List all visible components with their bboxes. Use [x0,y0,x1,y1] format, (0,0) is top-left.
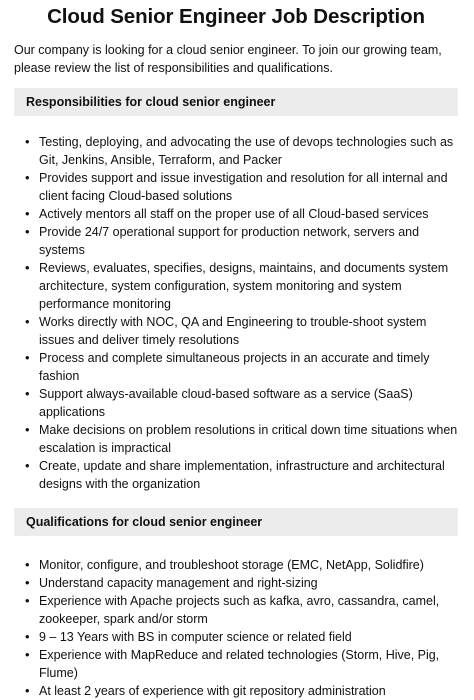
list-item: • Monitor, configure, and troubleshoot storage (EMC, NetApp, Solidfire) [39,556,458,574]
qualifications-heading: Qualifications for cloud senior engineer [14,508,458,536]
list-item: • 9 – 13 Years with BS in computer science or related field [39,628,458,646]
list-item: • Provide 24/7 operational support for production network, servers and systems [39,223,458,259]
list-item: • Provides support and issue investigation and resolution for all internal and client facing Cloud-based solutions [39,169,458,205]
list-item: • Reviews, evaluates, specifies, designs, maintains, and documents system architecture, system configuration, system monitoring and system performance monitoring [39,259,458,313]
list-item: • Understand capacity management and right-sizing [39,574,458,592]
list-item: • Testing, deploying, and advocating the use of devops technologies such as Git, Jenkins, Ansible, Terraform, and Packer [39,133,458,169]
list-item: • Experience with Apache projects such as kafka, avro, cassandra, camel, zookeeper, spark and/or storm [39,592,458,628]
page-title: Cloud Senior Engineer Job Description [47,5,425,28]
list-item: • Create, update and share implementation, infrastructure and architectural designs with the organization [39,457,458,493]
list-item: • Experience with MapReduce and related technologies (Storm, Hive, Pig, Flume) [39,646,458,682]
list-item: • Process and complete simultaneous projects in an accurate and timely fashion [39,349,458,385]
list-item: • At least 2 years of experience with git repository administration [39,682,458,700]
list-item: • Make decisions on problem resolutions in critical down time situations when escalation is impractical [39,421,458,457]
responsibilities-heading: Responsibilities for cloud senior engineer [14,88,458,116]
list-item: • Support always-available cloud-based software as a service (SaaS) applications [39,385,458,421]
list-item: • Actively mentors all staff on the proper use of all Cloud-based services [39,205,458,223]
intro-paragraph: Our company is looking for a cloud senior engineer. To join our growing team, please review the list of responsibilities and qualifications. [14,43,442,75]
responsibilities-list [14,133,458,493]
qualifications-list [14,556,458,700]
list-item: • Works directly with NOC, QA and Engineering to trouble-shoot system issues and deliver timely resolutions [39,313,458,349]
